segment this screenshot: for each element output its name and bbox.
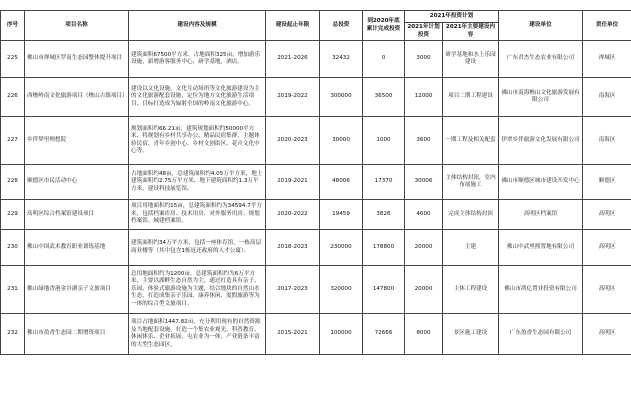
cell-name: 佛山市禅城区罗南生态园整体提升项目 xyxy=(25,41,129,78)
cell-resp: 高明区 xyxy=(583,266,631,314)
cell-content: 规划面积约66.21亩，建筑规划面积约50000平方米，将规划有乡村共享办公、精品民宿集群、主题体验民宿、青年乡创中心、乡村文创街区、花卉文化中心等。 xyxy=(129,117,266,165)
cell-resp: 高明区 xyxy=(583,200,631,230)
cell-total: 32432 xyxy=(320,41,363,78)
cell-done: 1000 xyxy=(363,117,405,165)
cell-name: 佛山绿地香港金谷湖亲子文旅项目 xyxy=(25,266,129,314)
cell-total: 48006 xyxy=(320,165,363,200)
cell-seq: 226 xyxy=(1,78,25,117)
table-row xyxy=(1,266,631,314)
cell-plan: 20000 xyxy=(405,230,443,266)
cell-plan-content: 一期工程及相关配套 xyxy=(443,117,499,165)
cell-done: 72666 xyxy=(363,314,405,355)
cell-plan-content: 主体工程建设 xyxy=(443,266,499,314)
cell-period: 2020-2023 xyxy=(266,117,320,165)
cell-plan: 3000 xyxy=(405,41,443,78)
cell-unit: 佛山市南海樵山文化旅游发展有限公司 xyxy=(499,78,583,117)
table-row xyxy=(1,200,631,230)
cell-content: 建筑面积67500平方米，占地面积325亩，增加游乐设施，新增游客服务中心，研学基地，酒店。 xyxy=(129,41,266,78)
cell-name: 乡伴梦里理想院 xyxy=(25,117,129,165)
header-name: 项目名称 xyxy=(25,11,129,41)
cell-seq: 229 xyxy=(1,200,25,230)
table-top-margin xyxy=(1,0,631,11)
cell-period: 2020-2022 xyxy=(266,200,320,230)
cell-total: 230000 xyxy=(320,230,363,266)
cell-resp: 高明区 xyxy=(583,230,631,266)
cell-plan: 12000 xyxy=(405,78,443,117)
cell-period: 2019-2021 xyxy=(266,165,320,200)
header-plan2021: 2021年投资计划 xyxy=(405,11,499,23)
cell-unit: 广东君杰生态农业有限公司 xyxy=(499,41,583,78)
cell-seq: 228 xyxy=(1,165,25,200)
cell-total: 320000 xyxy=(320,266,363,314)
cell-unit: 高明区档案馆 xyxy=(499,200,583,230)
cell-plan-content: 完成主体结构封顶 xyxy=(443,200,499,230)
cell-resp: 禅城区 xyxy=(583,41,631,78)
table-row xyxy=(1,230,631,266)
cell-name: 西樵岭南文化旅游项目（樵山古镇项目） xyxy=(25,78,129,117)
cell-plan: 8000 xyxy=(405,314,443,355)
header-content: 建设内容及规模 xyxy=(129,11,266,41)
cell-period: 2021-2026 xyxy=(266,41,320,78)
cell-plan-content: 主体结构封顶，室内布展施工 xyxy=(443,165,499,200)
cell-plan-content: 研学基地和水上乐园建设 xyxy=(443,41,499,78)
cell-plan: 3600 xyxy=(405,117,443,165)
cell-seq: 227 xyxy=(1,117,25,165)
table-row xyxy=(1,165,631,200)
cell-resp: 顺德区 xyxy=(583,165,631,200)
cell-content: 项目占地面积1447.82亩，充分利用现有的自然资源及当地配套设施，打造一个集农业观光、科普教育、休闲体乐、企业拓展、屯农业为一体、产业链条丰富的大型生态园区。 xyxy=(129,314,266,355)
cell-total: 100000 xyxy=(320,314,363,355)
table-row xyxy=(1,314,631,355)
table-row xyxy=(1,117,631,165)
cell-total: 30000 xyxy=(320,117,363,165)
cell-unit: 广东盈香生态园有限公司 xyxy=(499,314,583,355)
cell-seq: 230 xyxy=(1,230,25,266)
header-total: 总投资 xyxy=(320,11,363,41)
cell-name: 佛山中国武术教育职业训练基地 xyxy=(25,230,129,266)
table-row xyxy=(1,41,631,78)
cell-plan-content: 项目二期工程建设 xyxy=(443,78,499,117)
header-seq: 序号 xyxy=(1,11,25,41)
cell-unit: 佛山市鸿亿置业投资有限公司 xyxy=(499,266,583,314)
cell-content: 项目用地面积约15亩，总建筑面积约为34594.7平方米，包括档案库房、技术用房、对外服务用房、规划档案馆、城建档案馆。 xyxy=(129,200,266,230)
cell-total: 19459 xyxy=(320,200,363,230)
cell-plan-content: 主建 xyxy=(443,230,499,266)
cell-plan: 4600 xyxy=(405,200,443,230)
cell-resp: 高明区 xyxy=(583,314,631,355)
table-row xyxy=(1,78,631,117)
header-period: 建设起止年限 xyxy=(266,11,320,41)
cell-done: 3826 xyxy=(363,200,405,230)
cell-resp: 南海区 xyxy=(583,117,631,165)
cell-content: 建筑面积约34万平方米，包括一座体育馆，一栋高层商业楼等（其中包含1栋返还政府的人才公寓）。 xyxy=(129,230,266,266)
cell-plan-content: 景区施工建设 xyxy=(443,314,499,355)
cell-period: 2019-2022 xyxy=(266,78,320,117)
cell-done: 36500 xyxy=(363,78,405,117)
cell-seq: 232 xyxy=(1,314,25,355)
cell-name: 顺德区市民活动中心 xyxy=(25,165,129,200)
header-unit: 建设单位 xyxy=(499,11,583,41)
cell-period: 2018-2023 xyxy=(266,230,320,266)
cell-done: 0 xyxy=(363,41,405,78)
cell-content: 总用地面积约为1200亩，总建筑面积约为6万平方米，主要以湖畔生态自然为主，通过打造具有亲子、乐园、体验式旅游设施为主题，结合地块的自然山水生态，打造成集亲子乐园、康养休闲、度假旅游等为一体的综合型文旅项目。 xyxy=(129,266,266,314)
cell-resp: 南海区 xyxy=(583,78,631,117)
cell-unit: 佛山中武里熙置地有限公司 xyxy=(499,230,583,266)
cell-content: 建设以文化设施、文化互动场所等文化旅游建设为主的文化旅游配套设施，定位为地方文化旅游生活项目，目标打造成为辐射全国的岭南文化旅游中心。 xyxy=(129,78,266,117)
cell-plan: 30006 xyxy=(405,165,443,200)
cell-done: 17370 xyxy=(363,165,405,200)
header-plan-invest: 2021年计划投资 xyxy=(405,23,443,41)
cell-content: 占地面积约48亩，总建筑面积约4.05万平方米，地上建筑面积约2.75万平方米，地下建筑面积约1.3万平方米，建设科技展览馆。 xyxy=(129,165,266,200)
header-plan-content: 2021年主要建设内容 xyxy=(443,23,499,41)
cell-name: 高明区综合档案馆建设项目 xyxy=(25,200,129,230)
header-done2020: 到2020年底累计完成投资 xyxy=(363,11,405,41)
cell-total: 300000 xyxy=(320,78,363,117)
cell-seq: 231 xyxy=(1,266,25,314)
cell-unit: 佛山市顺德区城市建设开发中心 xyxy=(499,165,583,200)
cell-period: 2017-2023 xyxy=(266,266,320,314)
cell-name: 佛山市盈香生态园二期增资项目 xyxy=(25,314,129,355)
cell-done: 147800 xyxy=(363,266,405,314)
cell-done: 178800 xyxy=(363,230,405,266)
cell-plan: 20000 xyxy=(405,266,443,314)
header-resp: 责任单位 xyxy=(583,11,631,41)
cell-period: 2015-2021 xyxy=(266,314,320,355)
cell-seq: 225 xyxy=(1,41,25,78)
cell-unit: 伊翠乡伴旅游文化发展有限公司 xyxy=(499,117,583,165)
